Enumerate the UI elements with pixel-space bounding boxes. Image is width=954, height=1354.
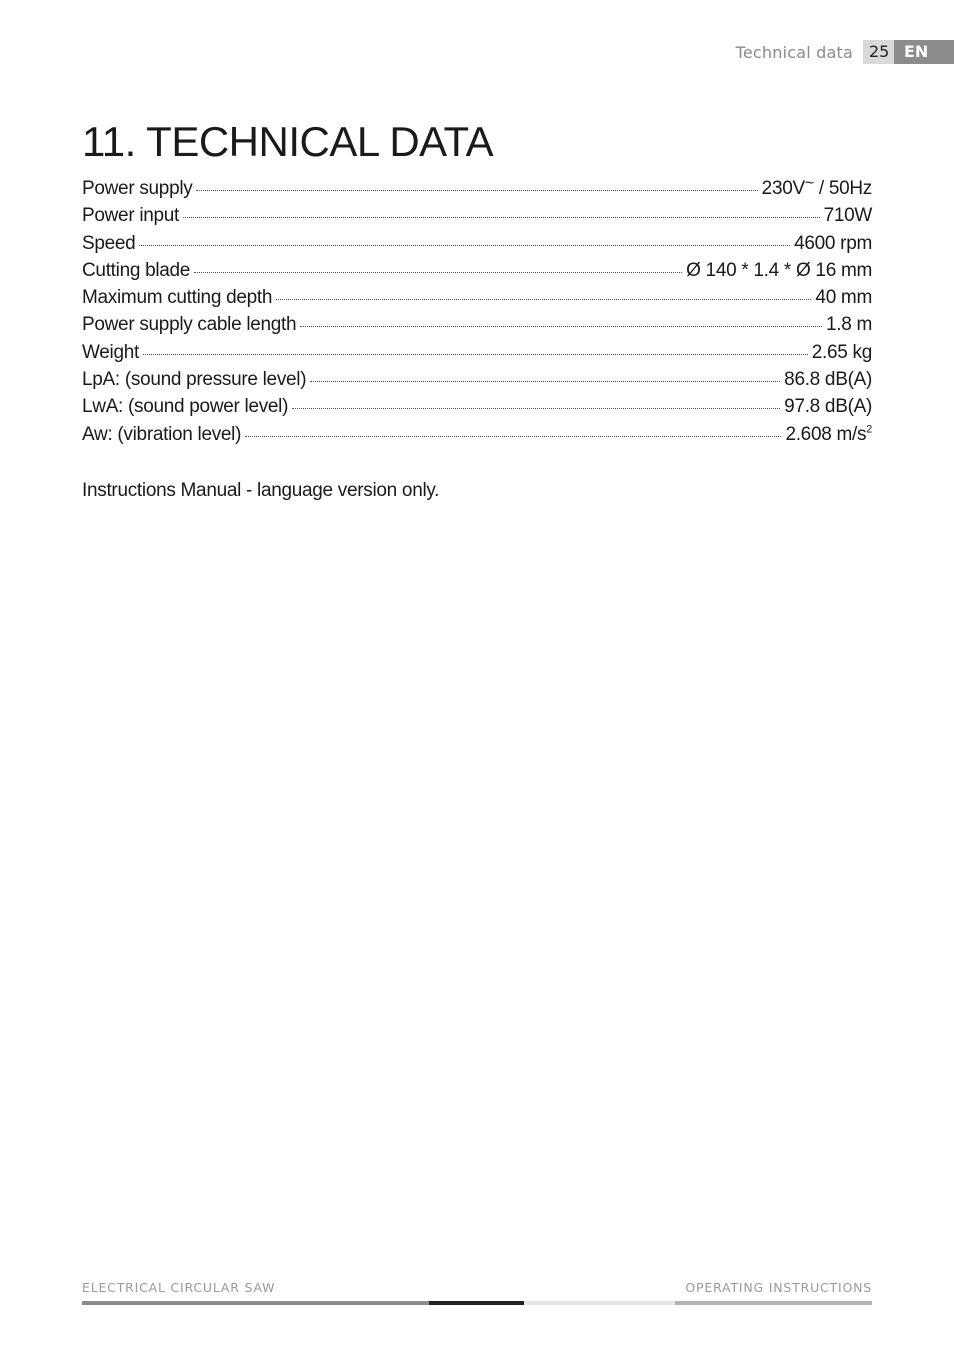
spec-label: Maximum cutting depth bbox=[82, 287, 273, 309]
spec-value: 97.8 dB(A) bbox=[784, 396, 872, 418]
header-page-number: 25 bbox=[863, 40, 894, 64]
spec-value: 710W bbox=[823, 205, 872, 227]
dot-leader bbox=[300, 326, 822, 327]
dot-leader bbox=[276, 299, 811, 300]
spec-label: Power supply bbox=[82, 178, 193, 199]
spec-row-weight bbox=[82, 342, 872, 369]
spec-value: 86.8 dB(A) bbox=[784, 369, 872, 391]
spec-value: 40 mm bbox=[815, 287, 872, 309]
dot-leader bbox=[139, 245, 790, 246]
spec-row-power-supply bbox=[82, 175, 872, 205]
header-language-badge: EN bbox=[894, 40, 954, 64]
dot-leader bbox=[196, 190, 757, 191]
spec-label: Cutting blade bbox=[82, 259, 191, 281]
dot-leader bbox=[245, 436, 781, 437]
footer-bar-segment bbox=[429, 1301, 524, 1305]
dot-leader bbox=[183, 217, 820, 218]
spec-label: Speed bbox=[82, 232, 136, 254]
spec-row-vibration bbox=[82, 424, 872, 451]
footer-bar-segment bbox=[675, 1301, 872, 1305]
dot-leader bbox=[143, 354, 808, 355]
spec-value: 4600 rpm bbox=[794, 232, 872, 254]
language-note: Instructions Manual - language version only. bbox=[82, 480, 440, 501]
spec-list bbox=[82, 175, 872, 451]
footer-document-type: OPERATING INSTRUCTIONS bbox=[685, 1280, 872, 1295]
footer-bar-segment bbox=[524, 1301, 675, 1305]
footer-bar-segment bbox=[82, 1301, 429, 1305]
spec-row-sound-pressure bbox=[82, 369, 872, 396]
spec-row-power-input bbox=[82, 205, 872, 232]
spec-label: LpA: (sound pressure level) bbox=[82, 369, 307, 391]
spec-row-sound-power bbox=[82, 396, 872, 423]
dot-leader bbox=[194, 272, 682, 273]
spec-value: Ø 140 * 1.4 * Ø 16 mm bbox=[686, 259, 872, 281]
spec-label: Power supply cable length bbox=[82, 314, 297, 336]
spec-value: 1.8 m bbox=[825, 314, 872, 336]
footer-product-name: ELECTRICAL CIRCULAR SAW bbox=[82, 1280, 276, 1295]
header-section-title: Technical data bbox=[735, 42, 853, 62]
spec-row-max-cutting-depth bbox=[82, 287, 872, 314]
spec-row-cutting-blade bbox=[82, 260, 872, 287]
footer-divider-bar bbox=[82, 1301, 872, 1305]
dot-leader bbox=[310, 381, 780, 382]
spec-row-speed bbox=[82, 233, 872, 260]
spec-row-cable-length bbox=[82, 314, 872, 341]
spec-label: LwA: (sound power level) bbox=[82, 396, 289, 418]
dot-leader bbox=[292, 408, 780, 409]
spec-value-suffix: / 50Hz bbox=[813, 178, 872, 199]
spec-value-main: 230V bbox=[761, 178, 805, 199]
spec-value-main: 2.608 m/s bbox=[785, 423, 867, 445]
spec-value: 2.65 kg bbox=[811, 341, 872, 363]
spec-label: Weight bbox=[82, 341, 139, 363]
spec-value bbox=[785, 424, 872, 446]
spec-value-superscript: 2 bbox=[866, 423, 872, 436]
spec-value bbox=[761, 175, 872, 200]
page-title: 11. TECHNICAL DATA bbox=[82, 118, 494, 165]
page-header bbox=[736, 40, 954, 64]
spec-label: Aw: (vibration level) bbox=[82, 423, 242, 445]
spec-label: Power input bbox=[82, 205, 180, 227]
ac-tilde-symbol: ~ bbox=[804, 175, 814, 192]
